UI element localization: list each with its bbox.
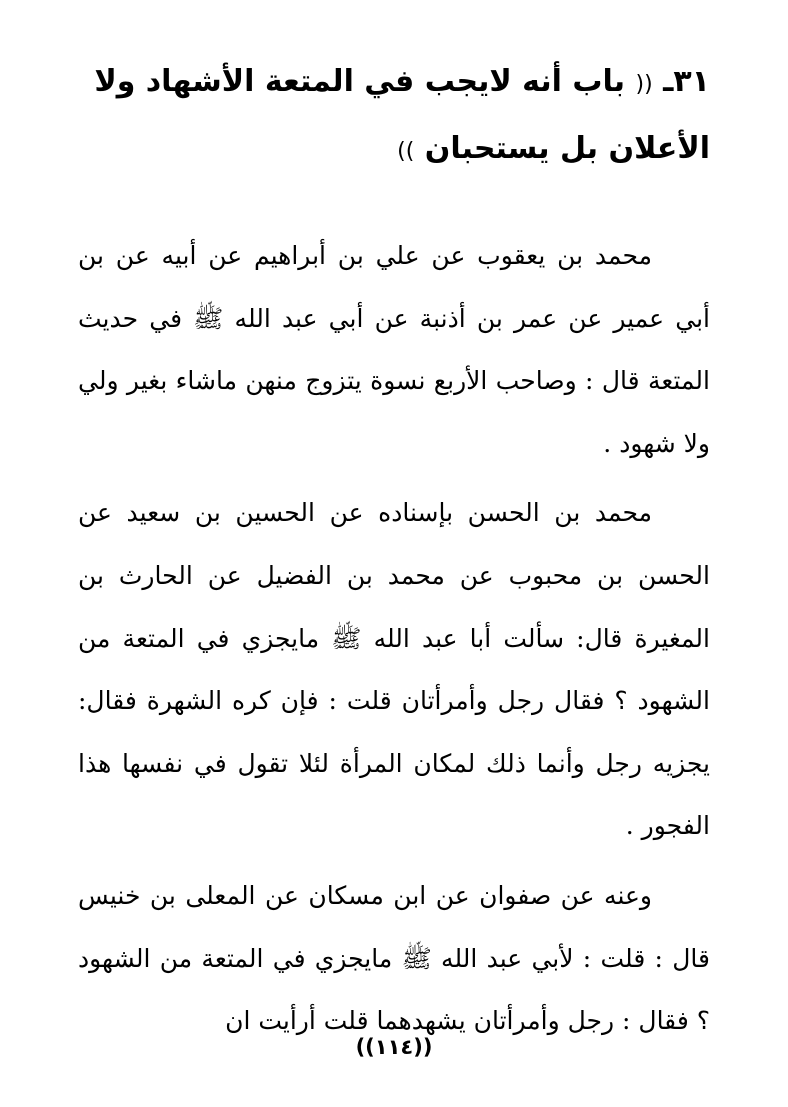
paragraph-2: محمد بن الحسن بإسناده عن الحسين بن سعيد عن الحسن بن محبوب عن محمد بن الفضيل عن الحارث بن المغيرة قال: سألت أبا عبد الله ﷺ مايجزي في المتعة من الشهود ؟ فقال رجل وأمرأتان قلت : فإن كره الشهرة فقال: يجزيه رجل وأنما ذلك لمكان المرأة لئلا تقول في نفسها هذا الفجور . — [78, 498, 710, 841]
body-text — [78, 225, 710, 1060]
chapter-heading — [70, 50, 710, 184]
heading-close-quote: )) — [397, 139, 415, 164]
paragraph-3: وعنه عن صفوان عن ابن مسكان عن المعلى بن خنيس قال : قلت : لأبي عبد الله ﷺ مايجزي في المتعة من الشهود ؟ فقال : رجل وأمرأتان يشهدهما قلت أرأيت ان — [78, 880, 710, 1036]
chapter-number: ٣١ـ — [663, 64, 710, 99]
chapter-title: باب أنه لايجب في المتعة الأشهاد ولا الأعلان بل يستحبان — [94, 64, 710, 166]
heading-open-quote: (( — [635, 72, 653, 97]
paragraph-1: محمد بن يعقوب عن علي بن أبراهيم عن أبيه عن بن أبي عمير عن عمر بن أذنبة عن أبي عبد الله ﷺ في حديث المتعة قال : وصاحب الأربع نسوة يتزوج منهن ماشاء بغير ولي ولا شهود . — [78, 241, 710, 458]
page-number: ((١١٤)) — [355, 1035, 433, 1059]
